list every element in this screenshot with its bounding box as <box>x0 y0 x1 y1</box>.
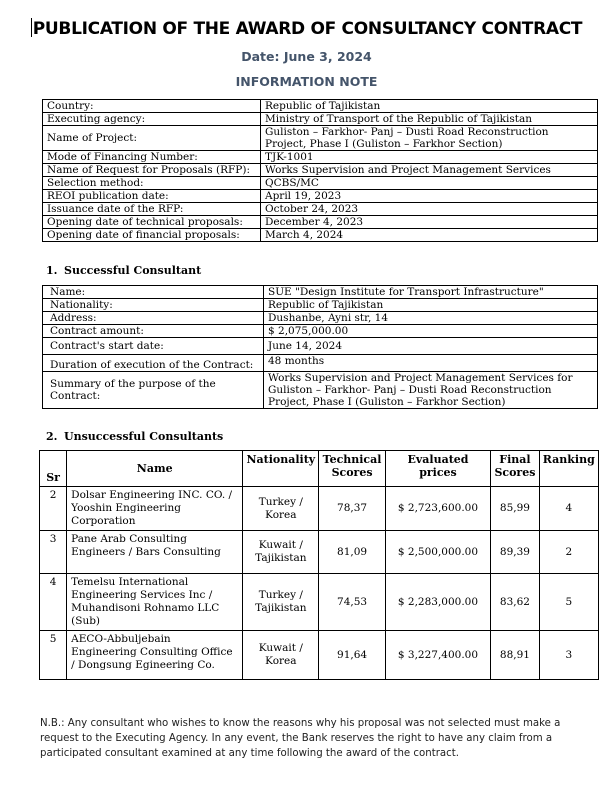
header-nationality: Nationality <box>243 451 319 487</box>
consultant-row-start-date <box>43 338 598 355</box>
header-technical-scores: Technical Scores <box>319 451 385 487</box>
consultant-row-nationality <box>43 299 598 312</box>
table-header-row <box>40 451 599 487</box>
cell-final-score: 89,39 <box>491 531 539 574</box>
successful-consultant-table <box>42 285 598 409</box>
cell-nationality: Kuwait / Korea <box>243 631 319 680</box>
info-row-technical-opening <box>43 216 598 229</box>
section-heading-unsuccessful <box>46 430 223 443</box>
consultant-label: Summary of the purpose of the Contract: <box>43 372 264 409</box>
info-label: Mode of Financing Number: <box>43 151 261 164</box>
cell-ranking: 2 <box>539 531 598 574</box>
info-value: October 24, 2023 <box>261 203 598 216</box>
info-label: Issuance date of the RFP: <box>43 203 261 216</box>
consultant-row-address <box>43 312 598 325</box>
consultant-value: Works Supervision and Project Management Services for Guliston – Farkhor- Panj – Dusti Road Reconstruction Project, Phase I (Guliston – Farkhor Section) <box>264 372 598 409</box>
info-row-executing-agency <box>43 113 598 126</box>
info-value: Works Supervision and Project Management Services <box>261 164 598 177</box>
info-value: December 4, 2023 <box>261 216 598 229</box>
consultant-label: Duration of execution of the Contract: <box>43 355 264 372</box>
cell-nationality: Kuwait / Tajikistan <box>243 531 319 574</box>
document-subtitle: INFORMATION NOTE <box>235 74 378 89</box>
info-row-reoi-date <box>43 190 598 203</box>
cell-evaluated-price: $ 2,500,000.00 <box>385 531 491 574</box>
cell-technical-score: 91,64 <box>319 631 385 680</box>
info-value: March 4, 2024 <box>261 229 598 242</box>
info-row-rfp-name <box>43 164 598 177</box>
cell-sr: 4 <box>40 574 67 631</box>
section-title: Successful Consultant <box>64 264 202 277</box>
table-row <box>40 574 599 631</box>
cell-technical-score: 81,09 <box>319 531 385 574</box>
header-final-scores: Final Scores <box>491 451 539 487</box>
cell-technical-score: 78,37 <box>319 487 385 531</box>
cell-sr: 2 <box>40 487 67 531</box>
info-label: Name of Project: <box>43 126 261 151</box>
consultant-row-amount <box>43 325 598 338</box>
info-label: Opening date of financial proposals: <box>43 229 261 242</box>
text-cursor <box>31 18 32 37</box>
info-row-project-name <box>43 126 598 151</box>
cell-final-score: 88,91 <box>491 631 539 680</box>
section-heading-successful <box>46 264 201 277</box>
info-row-selection-method <box>43 177 598 190</box>
info-label: REOI publication date: <box>43 190 261 203</box>
info-label: Name of Request for Proposals (RFP): <box>43 164 261 177</box>
page-title-text: PUBLICATION OF THE AWARD OF CONSULTANCY CONTRACT <box>32 19 583 39</box>
table-row <box>40 631 599 680</box>
consultant-label: Address: <box>43 312 264 325</box>
section-number: 2. <box>46 430 58 443</box>
cell-name: AECO-Abbuljebain Engineering Consulting Office / Dongsung Egineering Co. <box>67 631 243 680</box>
header-name: Name <box>67 451 243 487</box>
consultant-row-duration <box>43 355 598 372</box>
info-value: QCBS/MC <box>261 177 598 190</box>
cell-evaluated-price: $ 2,283,000.00 <box>385 574 491 631</box>
consultant-row-summary <box>43 372 598 409</box>
cell-final-score: 85,99 <box>491 487 539 531</box>
info-row-rfp-issuance <box>43 203 598 216</box>
info-label: Selection method: <box>43 177 261 190</box>
info-value: Republic of Tajikistan <box>261 100 598 113</box>
info-value: Guliston – Farkhor- Panj – Dusti Road Reconstruction Project, Phase I (Guliston – Farkhor Section) <box>261 126 598 151</box>
consultant-value: 48 months <box>264 355 598 372</box>
consultant-value: SUE "Design Institute for Transport Infrastructure" <box>264 286 598 299</box>
cell-name: Dolsar Engineering INC. CO. / Yooshin Engineering Corporation <box>67 487 243 531</box>
unsuccessful-consultants-table <box>39 450 599 680</box>
cell-evaluated-price: $ 2,723,600.00 <box>385 487 491 531</box>
cell-ranking: 4 <box>539 487 598 531</box>
consultant-value: June 14, 2024 <box>264 338 598 355</box>
header-evaluated-prices: Evaluated prices <box>385 451 491 487</box>
info-value: April 19, 2023 <box>261 190 598 203</box>
cell-ranking: 5 <box>539 574 598 631</box>
cell-final-score: 83,62 <box>491 574 539 631</box>
info-value: Ministry of Transport of the Republic of Tajikistan <box>261 113 598 126</box>
info-row-country <box>43 100 598 113</box>
header-sr: Sr <box>40 451 67 487</box>
consultant-label: Contract amount: <box>43 325 264 338</box>
consultant-value: Republic of Tajikistan <box>264 299 598 312</box>
cell-sr: 5 <box>40 631 67 680</box>
page-title <box>0 18 613 39</box>
cell-nationality: Turkey / Korea <box>243 487 319 531</box>
info-label: Executing agency: <box>43 113 261 126</box>
cell-evaluated-price: $ 3,227,400.00 <box>385 631 491 680</box>
consultant-row-name <box>43 286 598 299</box>
consultant-value: Dushanbe, Ayni str, 14 <box>264 312 598 325</box>
cell-ranking: 3 <box>539 631 598 680</box>
section-title: Unsuccessful Consultants <box>64 430 224 443</box>
info-row-financing-number <box>43 151 598 164</box>
table-row <box>40 487 599 531</box>
info-value: TJK-1001 <box>261 151 598 164</box>
consultant-label: Contract's start date: <box>43 338 264 355</box>
footnote: N.B.: Any consultant who wishes to know the reasons why his proposal was not selected must make a request to the Executing Agency. In any event, the Bank reserves the right to have any claim from a participated consultant examined at any time following the award of the contract. <box>40 718 561 759</box>
cell-technical-score: 74,53 <box>319 574 385 631</box>
header-ranking: Ranking <box>539 451 598 487</box>
consultant-value: $ 2,075,000.00 <box>264 325 598 338</box>
cell-sr: 3 <box>40 531 67 574</box>
cell-name: Temelsu International Engineering Services Inc / Muhandisoni Rohnamo LLC (Sub) <box>67 574 243 631</box>
cell-name: Pane Arab Consulting Engineers / Bars Consulting <box>67 531 243 574</box>
contract-info-table <box>42 99 598 242</box>
info-label: Opening date of technical proposals: <box>43 216 261 229</box>
section-number: 1. <box>46 264 58 277</box>
table-row <box>40 531 599 574</box>
document-date: Date: June 3, 2024 <box>241 49 372 64</box>
info-label: Country: <box>43 100 261 113</box>
cell-nationality: Turkey / Tajikistan <box>243 574 319 631</box>
info-row-financial-opening <box>43 229 598 242</box>
consultant-label: Name: <box>43 286 264 299</box>
consultant-label: Nationality: <box>43 299 264 312</box>
